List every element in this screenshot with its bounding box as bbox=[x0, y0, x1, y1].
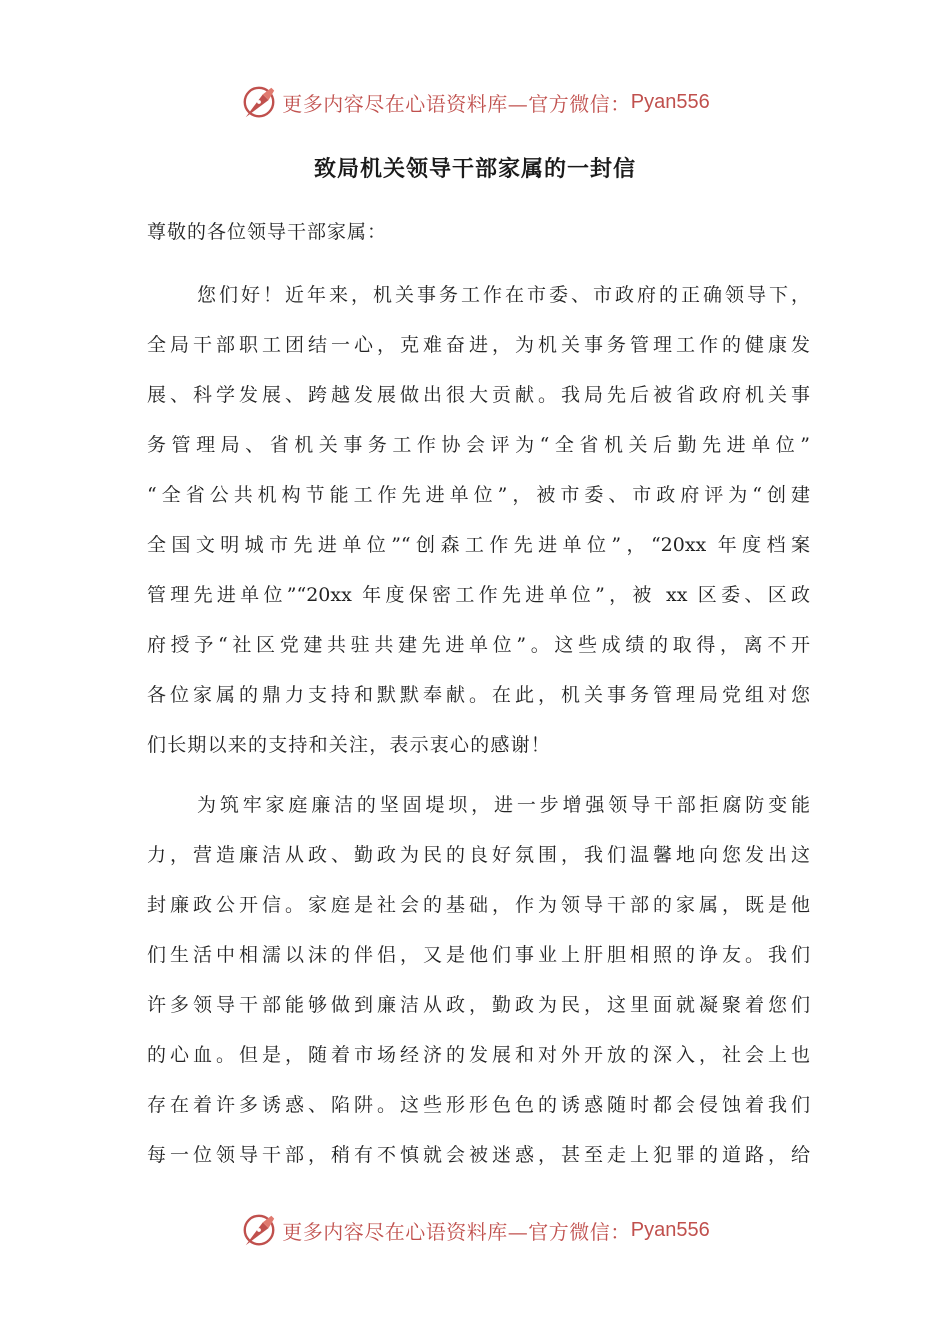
banner-text: 更多内容尽在心语资料库—官方微信： bbox=[282, 91, 631, 116]
wechat-id: Pyan556 bbox=[630, 90, 710, 113]
paragraph-line: “全省公共机构节能工作先进单位”，被市委、市政府评为“创建 bbox=[147, 484, 810, 506]
paragraph-2 bbox=[147, 780, 810, 1180]
paragraph-line: 全局干部职工团结一心，克难奋进，为机关事务管理工作的健康发 bbox=[147, 334, 810, 356]
paragraph-line: 们生活中相濡以沫的伴侣，又是他们事业上肝胆相照的诤友。我们 bbox=[147, 944, 810, 966]
footer-banner bbox=[0, 1210, 950, 1250]
paragraph-line: 为筑牢家庭廉洁的坚固堤坝，进一步增强领导干部拒腐防变能 bbox=[197, 794, 810, 816]
pen-nib-logo-icon bbox=[240, 83, 278, 121]
paragraph-line: 许多领导干部能够做到廉洁从政，勤政为民，这里面就凝聚着您们 bbox=[147, 994, 810, 1016]
paragraph-line: 管理先进单位”“20xx 年度保密工作先进单位”，被 xx 区委、区政 bbox=[147, 584, 810, 606]
paragraph-1 bbox=[147, 270, 810, 770]
paragraph-line: 务管理局、省机关事务工作协会评为“全省机关后勤先进单位” bbox=[147, 434, 810, 456]
paragraph-line: 全国文明城市先进单位”“创森工作先进单位”，“20xx 年度档案 bbox=[147, 534, 810, 556]
paragraph-line: 您们好！近年来，机关事务工作在市委、市政府的正确领导下， bbox=[197, 284, 810, 306]
paragraph-line: 各位家属的鼎力支持和默默奉献。在此，机关事务管理局党组对您 bbox=[147, 684, 810, 706]
paragraph-line: 展、科学发展、跨越发展做出很大贡献。我局先后被省政府机关事 bbox=[147, 384, 810, 406]
paragraph-line: 封廉政公开信。家庭是社会的基础，作为领导干部的家属，既是他 bbox=[147, 894, 810, 916]
paragraph-line: 每一位领导干部，稍有不慎就会被迷惑，甚至走上犯罪的道路，给 bbox=[147, 1144, 810, 1166]
pen-nib-logo-icon bbox=[240, 1211, 278, 1249]
header-banner bbox=[0, 82, 950, 122]
document-title: 致局机关领导干部家属的一封信 bbox=[313, 157, 636, 182]
salutation: 尊敬的各位领导干部家属： bbox=[147, 221, 388, 243]
wechat-id: Pyan556 bbox=[630, 1218, 710, 1241]
paragraph-line: 力，营造廉洁从政、勤政为民的良好氛围，我们温馨地向您发出这 bbox=[147, 844, 810, 866]
paragraph-line: 府授予“社区党建共驻共建先进单位”。这些成绩的取得，离不开 bbox=[147, 634, 810, 656]
banner-text: 更多内容尽在心语资料库—官方微信： bbox=[282, 1219, 631, 1244]
paragraph-line: 的心血。但是，随着市场经济的发展和对外开放的深入，社会上也 bbox=[147, 1044, 810, 1066]
paragraph-line: 存在着许多诱惑、陷阱。这些形形色色的诱惑随时都会侵蚀着我们 bbox=[147, 1094, 810, 1116]
paragraph-line: 们长期以来的支持和关注，表示衷心的感谢！ bbox=[147, 734, 552, 756]
